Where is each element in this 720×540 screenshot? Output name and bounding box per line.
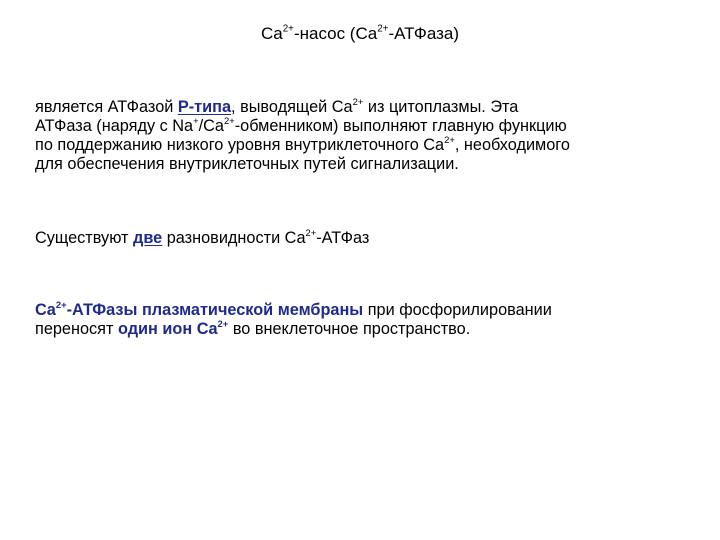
- paragraph-text: является АТФазой: [35, 98, 178, 116]
- paragraph-plasma-membrane-atpases: [35, 301, 705, 339]
- title-text: Ca: [260, 24, 283, 43]
- emphasis-p-type: P-типа: [177, 98, 232, 116]
- emphasis-plasma-membrane-atpases: [35, 301, 363, 319]
- emphasis-one-ion: [118, 320, 228, 338]
- title-superscript: 2+: [377, 23, 389, 35]
- title-superscript: 2+: [282, 23, 294, 35]
- paragraph-text: во внеклеточное пространство.: [228, 320, 471, 338]
- paragraph-text: -АТФаз: [316, 229, 370, 247]
- paragraph-text: /Ca: [198, 117, 224, 135]
- paragraph-text: переносят: [35, 320, 118, 338]
- superscript: 2+: [217, 318, 229, 330]
- paragraph-text: при фосфорилировании: [363, 301, 552, 319]
- emphasis-text: один ион Ca: [117, 320, 218, 338]
- paragraph-text: из цитоплазмы. Эта: [363, 98, 519, 116]
- paragraph-text: АТФаза (наряду с Na: [35, 117, 194, 135]
- slide-title: [0, 22, 720, 46]
- paragraph-two-varieties: [35, 229, 705, 248]
- paragraph-atpase-description: [35, 98, 705, 174]
- superscript: 2+: [55, 299, 67, 311]
- paragraph-text: , выводящей Ca: [231, 98, 353, 116]
- superscript: 2+: [352, 96, 364, 108]
- superscript: +: [193, 115, 199, 127]
- superscript: 2+: [444, 134, 455, 146]
- paragraph-text: для обеспечения внутриклеточных путей сигнализации.: [35, 155, 459, 173]
- emphasis-text: -АТФазы плазматической мембраны: [66, 301, 364, 319]
- paragraph-text: по поддержанию низкого уровня внутриклеточного Ca: [35, 136, 445, 154]
- emphasis-two: две: [133, 229, 163, 247]
- paragraph-text: , необходимого: [454, 136, 570, 154]
- paragraph-text: разновидности Ca: [162, 229, 306, 247]
- paragraph-text: -обменником) выполняют главную функцию: [234, 117, 567, 135]
- title-text: -насос (Ca: [293, 24, 378, 43]
- title-text: -АТФаза): [388, 24, 460, 43]
- paragraph-text: Существуют: [35, 229, 134, 247]
- superscript: 2+: [305, 227, 317, 239]
- emphasis-text: Ca: [35, 301, 56, 319]
- superscript: 2+: [223, 115, 235, 127]
